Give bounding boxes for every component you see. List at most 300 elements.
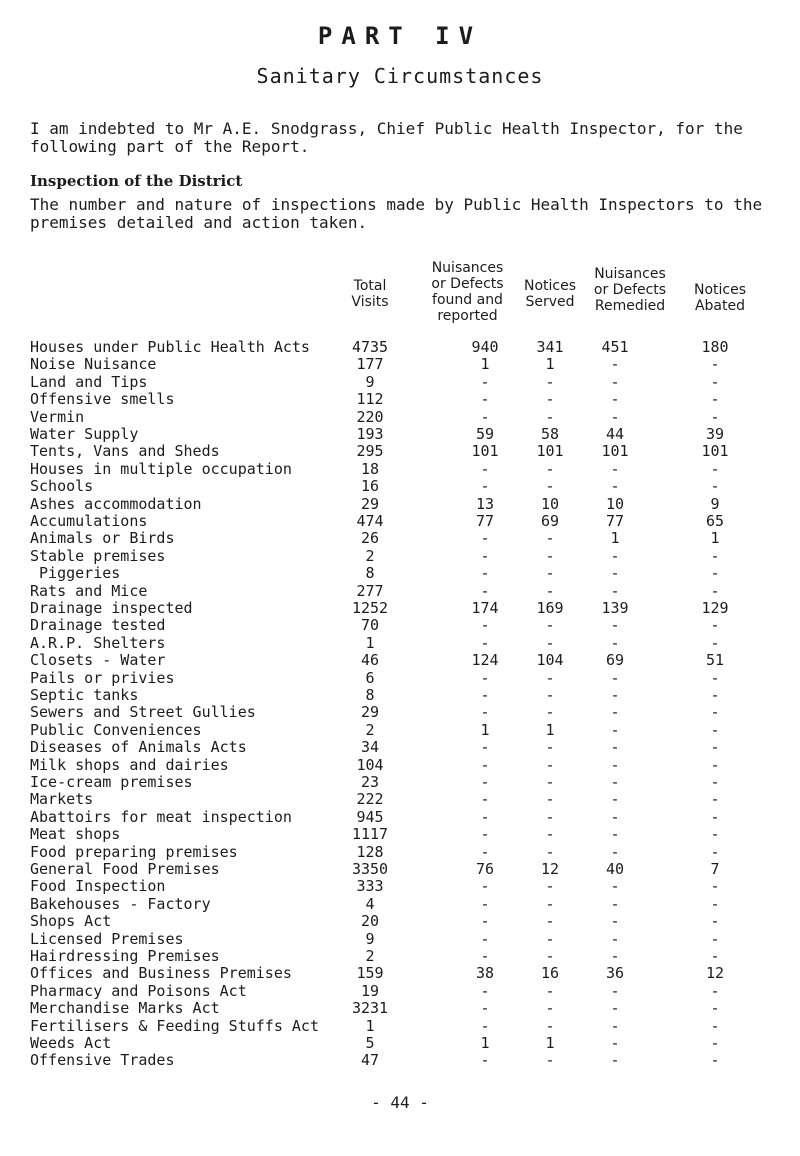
cell-served: 104: [536, 651, 564, 670]
cell-total: 2: [365, 546, 375, 565]
table-row: [0, 425, 800, 443]
cell-total: 8: [365, 564, 375, 583]
cell-remedied: -: [610, 1034, 620, 1052]
cell-served: 169: [536, 599, 564, 617]
column-header-nuisances-remedied: [585, 266, 675, 314]
cell-total: 474: [356, 512, 384, 530]
cell-found: -: [480, 981, 490, 1000]
row-label: Ice-cream premises: [30, 773, 193, 791]
table-row: [0, 495, 800, 513]
cell-remedied: -: [610, 720, 620, 739]
cell-abated: -: [710, 825, 720, 844]
cell-abated: 101: [701, 442, 729, 461]
table-row: [0, 616, 800, 634]
section-heading: Inspection of the District: [30, 172, 243, 190]
cell-found: -: [480, 529, 490, 548]
cell-found: -: [480, 1016, 490, 1035]
cell-found: -: [480, 477, 490, 496]
part-title: PART IV: [317, 22, 483, 50]
cell-total: 2: [365, 720, 375, 739]
page-subtitle: Sanitary Circumstances: [256, 64, 544, 88]
cell-found: -: [480, 581, 490, 600]
column-header-line: or Defects: [593, 282, 667, 298]
table-row: [0, 512, 800, 530]
cell-total: 295: [356, 442, 384, 461]
cell-served: -: [545, 477, 555, 496]
cell-found: -: [480, 703, 490, 722]
cell-served: -: [545, 738, 555, 757]
cell-served: -: [545, 407, 555, 426]
row-label: Houses under Public Health Acts: [30, 338, 310, 356]
cell-served: -: [545, 807, 555, 826]
cell-total: 193: [356, 425, 384, 443]
cell-total: 19: [360, 981, 380, 1000]
cell-remedied: 44: [605, 425, 625, 443]
cell-served: -: [545, 912, 555, 931]
table-row: [0, 895, 800, 913]
cell-remedied: -: [610, 981, 620, 1000]
page-number: - 44 -: [371, 1093, 429, 1112]
row-label: Licensed Premises: [30, 929, 184, 948]
table-row: [0, 703, 800, 721]
table-row: [0, 355, 800, 373]
cell-remedied: -: [610, 773, 620, 791]
cell-abated: -: [710, 947, 720, 965]
cell-remedied: -: [610, 581, 620, 600]
cell-served: -: [545, 546, 555, 565]
cell-total: 1: [365, 1016, 375, 1035]
cell-remedied: -: [610, 372, 620, 391]
cell-remedied: -: [610, 633, 620, 652]
cell-total: 177: [356, 355, 384, 374]
cell-abated: -: [710, 633, 720, 652]
cell-served: 69: [540, 512, 560, 530]
cell-total: 4: [365, 894, 375, 913]
cell-remedied: 139: [601, 599, 629, 617]
table-row: [0, 686, 800, 704]
cell-served: -: [545, 1016, 555, 1035]
cell-remedied: -: [610, 407, 620, 426]
column-header-line: Remedied: [594, 298, 666, 314]
cell-total: 2: [365, 947, 375, 965]
row-label: Drainage tested: [30, 616, 166, 635]
cell-remedied: -: [610, 999, 620, 1018]
cell-remedied: -: [610, 459, 620, 478]
cell-found: 77: [475, 512, 495, 530]
row-label: Fertilisers & Feeding Stuffs Act: [30, 1016, 319, 1035]
cell-found: -: [480, 825, 490, 844]
cell-remedied: 77: [605, 512, 625, 530]
cell-served: 1: [545, 355, 555, 374]
row-label: Tents, Vans and Sheds: [30, 442, 220, 461]
cell-total: 104: [356, 755, 384, 774]
cell-remedied: -: [610, 738, 620, 757]
cell-found: -: [480, 616, 490, 635]
cell-total: 26: [360, 529, 380, 548]
column-header-line: Notices: [693, 282, 747, 298]
table-row: [0, 547, 800, 565]
table-row: [0, 408, 800, 426]
cell-total: 1252: [351, 599, 389, 617]
cell-served: -: [545, 842, 555, 861]
cell-abated: -: [710, 355, 720, 374]
cell-remedied: -: [610, 894, 620, 913]
cell-total: 34: [360, 738, 380, 757]
cell-found: -: [480, 372, 490, 391]
table-row: [0, 721, 800, 739]
cell-found: -: [480, 686, 490, 704]
table-row: [0, 669, 800, 687]
table-row: [0, 738, 800, 756]
cell-found: -: [480, 929, 490, 948]
cell-remedied: -: [610, 390, 620, 409]
table-row: [0, 634, 800, 652]
cell-found: 13: [475, 494, 495, 513]
cell-served: 1: [545, 720, 555, 739]
row-label: Accumulations: [30, 512, 148, 530]
cell-remedied: -: [610, 1051, 620, 1070]
table-row: [0, 930, 800, 948]
cell-remedied: -: [610, 912, 620, 931]
cell-total: 29: [360, 703, 380, 722]
cell-total: 29: [360, 494, 380, 513]
cell-total: 16: [360, 477, 380, 496]
table-row: [0, 477, 800, 495]
cell-abated: 39: [705, 425, 725, 443]
column-header-line: or Defects: [431, 276, 504, 292]
cell-found: -: [480, 755, 490, 774]
cell-found: -: [480, 842, 490, 861]
cell-abated: -: [710, 668, 720, 687]
cell-found: -: [480, 999, 490, 1018]
row-label: Food preparing premises: [30, 842, 238, 861]
column-header-line: Served: [525, 294, 575, 310]
row-label: Houses in multiple occupation: [30, 459, 292, 478]
row-label: Meat shops: [30, 825, 121, 844]
cell-remedied: 101: [601, 442, 629, 461]
cell-remedied: -: [610, 755, 620, 774]
table-row: [0, 564, 800, 582]
cell-found: 38: [475, 964, 495, 983]
table-row: [0, 1051, 800, 1069]
cell-found: -: [480, 668, 490, 687]
cell-served: -: [545, 755, 555, 774]
cell-found: 76: [475, 860, 495, 878]
cell-found: 124: [471, 651, 499, 670]
cell-total: 9: [365, 372, 375, 391]
cell-total: 23: [360, 773, 380, 791]
cell-abated: -: [710, 755, 720, 774]
row-label: Hairdressing Premises: [30, 947, 220, 965]
cell-found: -: [480, 564, 490, 583]
cell-total: 46: [360, 651, 380, 670]
cell-served: -: [545, 703, 555, 722]
cell-abated: -: [710, 564, 720, 583]
row-label: Piggeries: [30, 564, 121, 583]
cell-abated: 12: [705, 964, 725, 983]
cell-found: -: [480, 633, 490, 652]
table-row: [0, 460, 800, 478]
cell-remedied: -: [610, 477, 620, 496]
cell-found: -: [480, 877, 490, 896]
cell-found: 1: [480, 720, 490, 739]
row-label: Public Conveniences: [30, 720, 202, 739]
row-label: Offensive smells: [30, 390, 175, 409]
cell-remedied: -: [610, 1016, 620, 1035]
row-label: Ashes accommodation: [30, 494, 202, 513]
cell-abated: 7: [710, 860, 720, 878]
cell-total: 6: [365, 668, 375, 687]
column-header-line: Total: [353, 278, 387, 294]
cell-abated: -: [710, 1051, 720, 1070]
row-label: Rats and Mice: [30, 581, 148, 600]
row-label: Markets: [30, 790, 94, 809]
cell-served: -: [545, 529, 555, 548]
cell-served: -: [545, 459, 555, 478]
cell-total: 128: [356, 842, 384, 861]
cell-total: 1: [365, 633, 375, 652]
row-label: Shops Act: [30, 912, 112, 931]
table-row: [0, 912, 800, 930]
cell-remedied: -: [610, 807, 620, 826]
cell-total: 3350: [351, 860, 389, 878]
cell-remedied: 69: [605, 651, 625, 670]
cell-total: 222: [356, 790, 384, 809]
cell-abated: -: [710, 877, 720, 896]
cell-found: 174: [471, 599, 499, 617]
cell-remedied: -: [610, 790, 620, 809]
cell-abated: 51: [705, 651, 725, 670]
cell-abated: -: [710, 372, 720, 391]
cell-abated: -: [710, 1016, 720, 1035]
cell-remedied: -: [610, 703, 620, 722]
cell-served: -: [545, 668, 555, 687]
cell-found: 101: [471, 442, 499, 461]
cell-found: -: [480, 546, 490, 565]
cell-served: 1: [545, 1034, 555, 1052]
row-label: Land and Tips: [30, 372, 148, 391]
row-label: Bakehouses - Factory: [30, 894, 211, 913]
cell-found: -: [480, 790, 490, 809]
cell-total: 1117: [351, 825, 389, 844]
table-row: [0, 756, 800, 774]
cell-remedied: -: [610, 546, 620, 565]
table-row: [0, 964, 800, 982]
row-label: Septic tanks: [30, 686, 139, 704]
cell-abated: -: [710, 1034, 720, 1052]
cell-remedied: -: [610, 825, 620, 844]
cell-served: -: [545, 686, 555, 704]
table-row: [0, 1034, 800, 1052]
cell-abated: -: [710, 912, 720, 931]
cell-remedied: -: [610, 929, 620, 948]
cell-total: 945: [356, 807, 384, 826]
column-header-notices-abated: [680, 282, 760, 314]
cell-remedied: -: [610, 668, 620, 687]
table-row: [0, 529, 800, 547]
cell-abated: -: [710, 616, 720, 635]
row-label: Food Inspection: [30, 877, 166, 896]
cell-total: 3231: [351, 999, 389, 1018]
table-row: [0, 860, 800, 878]
cell-served: 341: [536, 338, 564, 356]
cell-abated: 1: [710, 529, 720, 548]
cell-total: 9: [365, 929, 375, 948]
row-label: Diseases of Animals Acts: [30, 738, 247, 757]
cell-abated: -: [710, 390, 720, 409]
cell-abated: -: [710, 686, 720, 704]
cell-total: 159: [356, 964, 384, 983]
row-label: Abattoirs for meat inspection: [30, 807, 292, 826]
table-row: [0, 582, 800, 600]
cell-served: -: [545, 581, 555, 600]
cell-served: -: [545, 894, 555, 913]
row-label: Noise Nuisance: [30, 355, 157, 374]
cell-total: 4735: [351, 338, 389, 356]
cell-abated: -: [710, 773, 720, 791]
row-label: A.R.P. Shelters: [30, 633, 166, 652]
cell-abated: -: [710, 581, 720, 600]
row-label: Animals or Birds: [30, 529, 175, 548]
cell-served: -: [545, 825, 555, 844]
cell-remedied: 40: [605, 860, 625, 878]
cell-remedied: 10: [605, 494, 625, 513]
column-header-line: found and: [432, 292, 503, 308]
table-row: [0, 773, 800, 791]
row-label: Offensive Trades: [30, 1051, 175, 1070]
cell-served: -: [545, 877, 555, 896]
cell-found: -: [480, 738, 490, 757]
cell-abated: -: [710, 407, 720, 426]
cell-remedied: -: [610, 355, 620, 374]
cell-abated: -: [710, 842, 720, 861]
table-row: [0, 877, 800, 895]
cell-abated: 180: [701, 338, 729, 356]
row-label: Schools: [30, 477, 94, 496]
cell-served: -: [545, 616, 555, 635]
row-label: Weeds Act: [30, 1034, 112, 1052]
cell-abated: -: [710, 738, 720, 757]
row-label: Vermin: [30, 407, 85, 426]
cell-total: 20: [360, 912, 380, 931]
cell-total: 112: [356, 390, 384, 409]
cell-served: -: [545, 981, 555, 1000]
cell-remedied: -: [610, 686, 620, 704]
cell-remedied: 36: [605, 964, 625, 983]
cell-remedied: -: [610, 877, 620, 896]
column-header-nuisances-found: [420, 260, 515, 324]
cell-abated: -: [710, 703, 720, 722]
cell-served: -: [545, 1051, 555, 1070]
cell-abated: -: [710, 790, 720, 809]
cell-served: -: [545, 947, 555, 965]
cell-found: -: [480, 947, 490, 965]
cell-abated: 65: [705, 512, 725, 530]
row-label: Sewers and Street Gullies: [30, 703, 256, 722]
cell-remedied: 1: [610, 529, 620, 548]
row-label: General Food Premises: [30, 860, 220, 878]
table-row: [0, 442, 800, 460]
section-paragraph: The number and nature of inspections made by Public Health Inspectors to the premises detailed and action taken.: [30, 195, 763, 232]
cell-served: 10: [540, 494, 560, 513]
table-row: [0, 999, 800, 1017]
table-row: [0, 599, 800, 617]
cell-found: 940: [471, 338, 499, 356]
cell-remedied: -: [610, 947, 620, 965]
cell-served: -: [545, 790, 555, 809]
table-row: [0, 982, 800, 1000]
column-header-line: Nuisances: [594, 266, 666, 282]
row-label: Pharmacy and Poisons Act: [30, 981, 247, 1000]
cell-abated: -: [710, 459, 720, 478]
column-header-line: Abated: [694, 298, 746, 314]
row-label: Water Supply: [30, 425, 139, 443]
table-row: [0, 1017, 800, 1035]
cell-served: 101: [536, 442, 564, 461]
row-label: Offices and Business Premises: [30, 964, 292, 983]
cell-remedied: -: [610, 616, 620, 635]
table-row: [0, 825, 800, 843]
cell-found: 1: [480, 355, 490, 374]
cell-served: -: [545, 633, 555, 652]
table-row: [0, 843, 800, 861]
intro-paragraph: I am indebted to Mr A.E. Snodgrass, Chief Public Health Inspector, for the following part of the Report.: [30, 119, 743, 156]
cell-abated: -: [710, 999, 720, 1018]
cell-total: 220: [356, 407, 384, 426]
cell-total: 333: [356, 877, 384, 896]
cell-found: -: [480, 807, 490, 826]
cell-total: 277: [356, 581, 384, 600]
cell-found: -: [480, 894, 490, 913]
column-header-line: Visits: [351, 294, 389, 310]
table-row: [0, 373, 800, 391]
table-row: [0, 808, 800, 826]
table-row: [0, 651, 800, 669]
cell-found: -: [480, 912, 490, 931]
cell-abated: -: [710, 929, 720, 948]
cell-served: -: [545, 929, 555, 948]
cell-abated: -: [710, 720, 720, 739]
cell-served: 58: [540, 425, 560, 443]
cell-total: 47: [360, 1051, 380, 1070]
cell-remedied: -: [610, 564, 620, 583]
column-header-line: reported: [437, 308, 498, 324]
cell-total: 5: [365, 1034, 375, 1052]
cell-remedied: -: [610, 842, 620, 861]
cell-abated: -: [710, 807, 720, 826]
row-label: Drainage inspected: [30, 599, 193, 617]
row-label: Pails or privies: [30, 668, 175, 687]
cell-abated: 129: [701, 599, 729, 617]
cell-served: -: [545, 773, 555, 791]
cell-found: 1: [480, 1034, 490, 1052]
cell-abated: -: [710, 477, 720, 496]
row-label: Merchandise Marks Act: [30, 999, 220, 1018]
row-label: Milk shops and dairies: [30, 755, 229, 774]
cell-abated: -: [710, 981, 720, 1000]
cell-found: -: [480, 459, 490, 478]
cell-served: -: [545, 390, 555, 409]
row-label: Closets - Water: [30, 651, 166, 670]
cell-abated: 9: [710, 494, 720, 513]
cell-found: -: [480, 407, 490, 426]
cell-found: -: [480, 773, 490, 791]
cell-served: -: [545, 564, 555, 583]
cell-served: 16: [540, 964, 560, 983]
table-row: [0, 790, 800, 808]
table-row: [0, 947, 800, 965]
table-row: [0, 390, 800, 408]
